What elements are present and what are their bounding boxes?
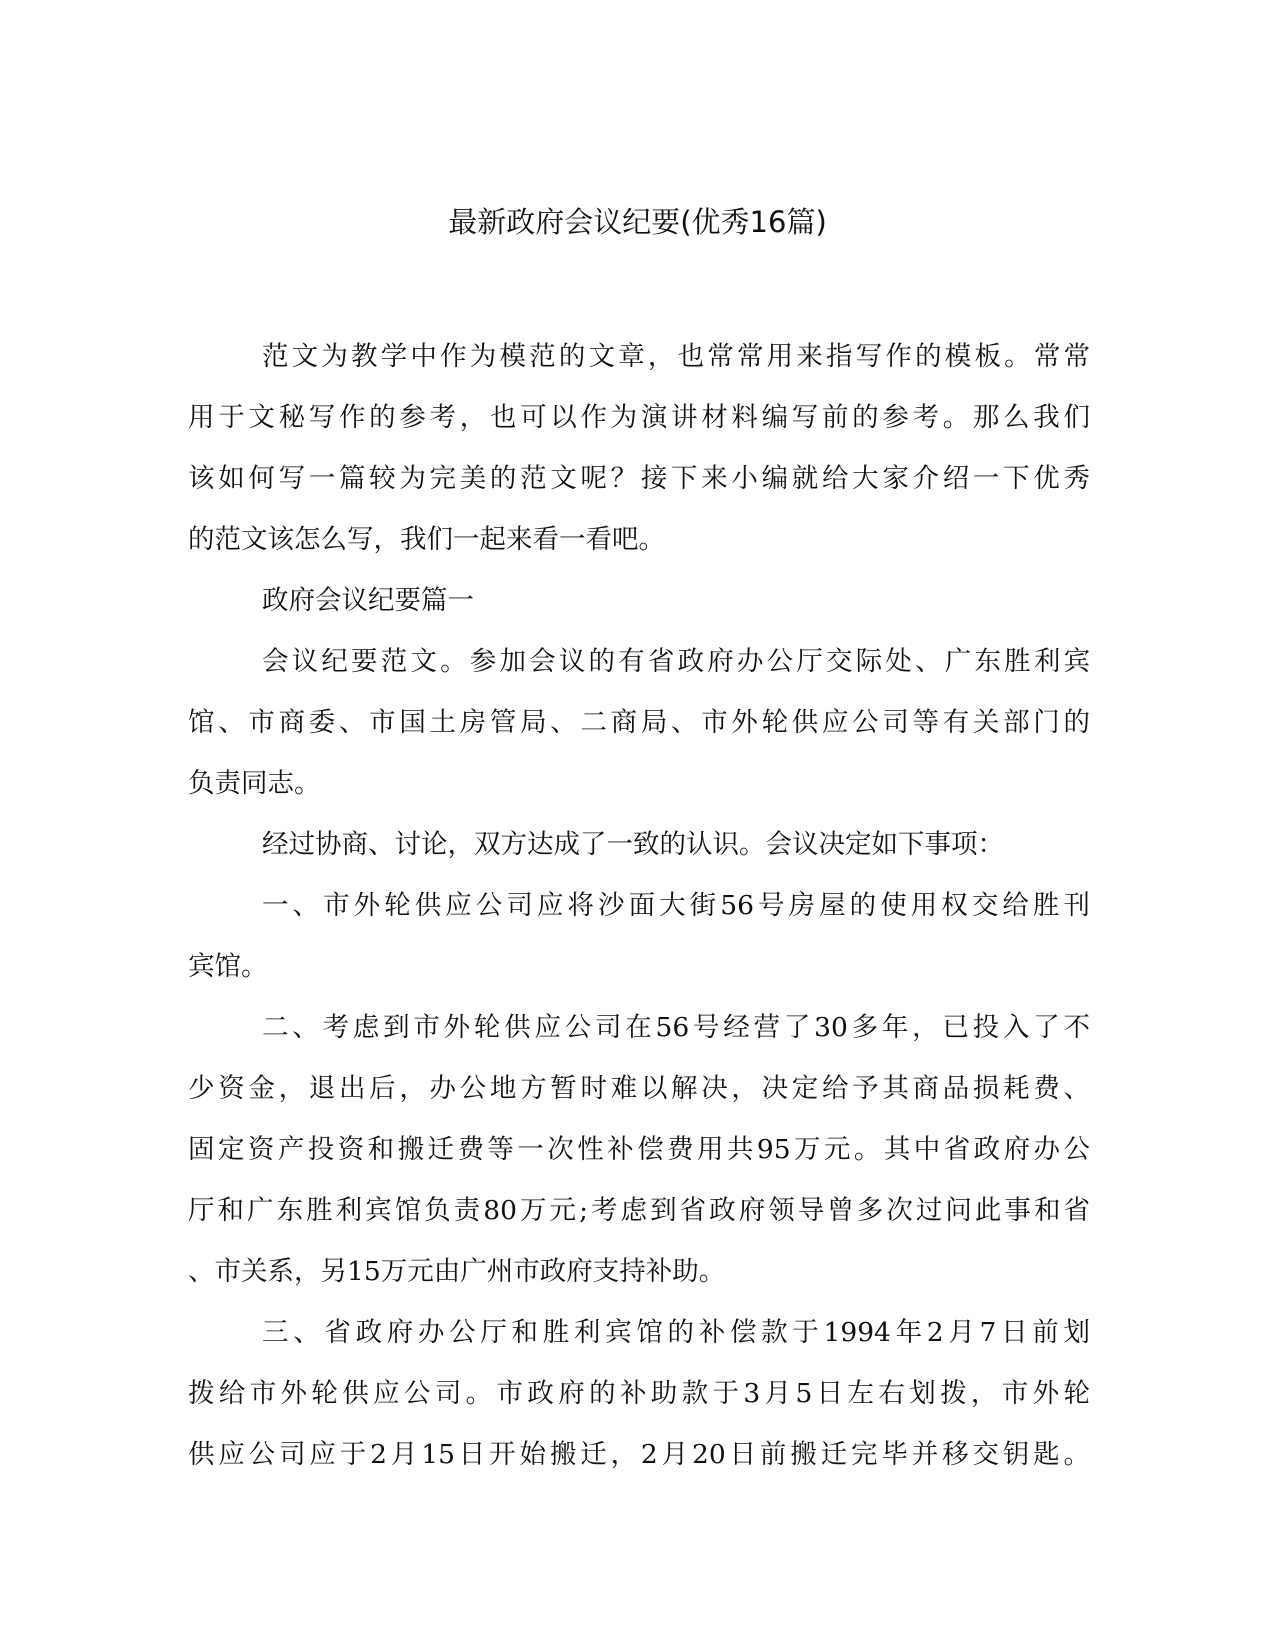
paragraph-line: 的范文该怎么写，我们一起来看一看吧。: [188, 524, 665, 555]
paragraph-line: 该如何写一篇较为完美的范文呢？接下来小编就给大家介绍一下优秀: [188, 463, 1090, 494]
paragraph-line: 负责同志。: [188, 768, 321, 799]
document-title: 最新政府会议纪要(优秀16篇): [448, 205, 827, 239]
paragraph-line: 经过协商、讨论，双方达成了一致的认识。会议决定如下事项：: [262, 829, 1004, 860]
document-body: [188, 326, 1090, 1485]
section-heading: 政府会议纪要篇一: [262, 585, 474, 616]
paragraph-line: 供应公司应于2月15日开始搬迁，2月20日前搬迁完毕并移交钥匙。: [188, 1439, 1090, 1470]
paragraph-line: 二、考虑到市外轮供应公司在56号经营了30多年，已投入了不: [262, 1012, 1090, 1043]
paragraph-line: 厅和广东胜利宾馆负责80万元;考虑到省政府领导曾多次过问此事和省: [188, 1195, 1090, 1226]
paragraph-line: 范文为教学中作为模范的文章，也常常用来指写作的模板。常常: [262, 341, 1090, 372]
paragraph-line: 少资金，退出后，办公地方暂时难以解决，决定给予其商品损耗费、: [188, 1073, 1090, 1104]
paragraph-line: 三、省政府办公厅和胜利宾馆的补偿款于1994年2月7日前划: [262, 1317, 1090, 1348]
paragraph-line: 会议纪要范文。参加会议的有省政府办公厅交际处、广东胜利宾: [262, 646, 1090, 677]
paragraph-line: 拨给市外轮供应公司。市政府的补助款于3月5日左右划拨，市外轮: [188, 1378, 1090, 1409]
paragraph-line: 固定资产投资和搬迁费等一次性补偿费用共95万元。其中省政府办公: [188, 1134, 1090, 1165]
paragraph-line: 用于文秘写作的参考，也可以作为演讲材料编写前的参考。那么我们: [188, 402, 1090, 433]
paragraph-line: 、市关系，另15万元由广州市政府支持补助。: [188, 1256, 726, 1287]
paragraph-line: 馆、市商委、市国土房管局、二商局、市外轮供应公司等有关部门的: [188, 707, 1090, 738]
paragraph-line: 一、市外轮供应公司应将沙面大街56号房屋的使用权交给胜刊: [262, 890, 1090, 921]
paragraph-line: 宾馆。: [188, 951, 268, 982]
